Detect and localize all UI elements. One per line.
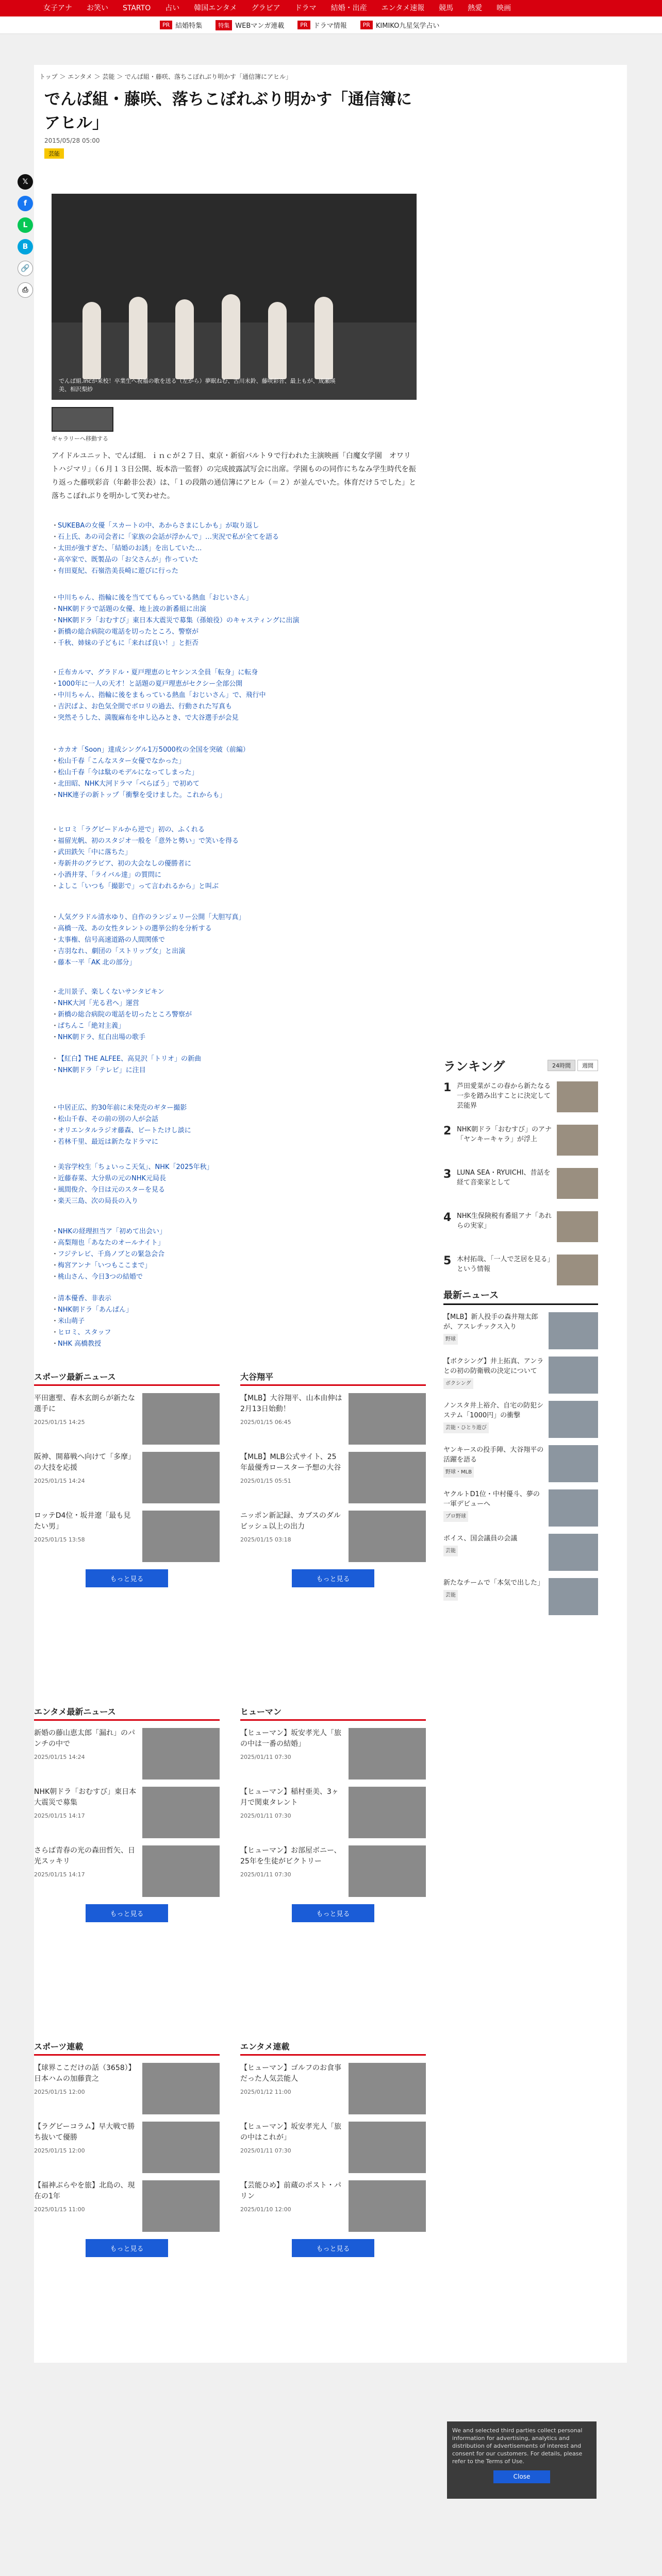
related-link[interactable]: ・ 北川景子、楽しくないサンタビキン xyxy=(52,987,417,998)
latest-news-thumbnail xyxy=(549,1357,598,1394)
news-card-thumbnail xyxy=(142,1452,220,1503)
related-link[interactable]: ・ 清本優香、非表示 xyxy=(52,1293,417,1304)
rank-number: 4 xyxy=(443,1211,452,1224)
news-card-title: 新婚の藤山恵太郎「漏れ」のパンチの中で xyxy=(34,1729,135,1748)
related-link[interactable]: ・ NHK 高橋教授 xyxy=(52,1338,417,1350)
news-card-date: 2025/01/15 14:24 xyxy=(34,1754,85,1760)
topnav-item[interactable]: 女子アナ xyxy=(43,4,72,12)
gallery-thumbnail[interactable] xyxy=(52,407,113,432)
line-share-icon[interactable]: L xyxy=(18,217,33,233)
related-link[interactable]: ・ 米山萌子 xyxy=(52,1316,417,1327)
latest-news-item[interactable] xyxy=(443,1489,598,1527)
ranking-panel xyxy=(443,1056,598,1291)
news-card[interactable] xyxy=(34,1787,220,1838)
news-block-title: エンタメ連載 xyxy=(240,2040,426,2056)
related-links xyxy=(52,1162,417,1207)
news-card[interactable] xyxy=(34,2180,220,2232)
news-card-text xyxy=(240,2063,343,2114)
performer-figure xyxy=(129,297,147,379)
news-block-title: スポーツ最新ニュース xyxy=(34,1370,220,1386)
latest-news-tag: プロ野球 xyxy=(443,1511,468,1522)
related-link[interactable]: ・ 福留光帆、初のスタジオ一般を「意外と勢い」で笑いを得る xyxy=(52,836,417,847)
news-card-title: 【ヒューマン】坂安孝光人「旅の中はこれが」 xyxy=(240,2123,341,2142)
news-block xyxy=(240,2040,426,2257)
related-link[interactable]: ・ 武田鉄矢「中に落ちた」 xyxy=(52,847,417,858)
photo-caption: でんぱ組.incが来校！卒業生へ祝福の歌を送る（左から）夢眠ねむ、古川未鈴、藤咲彩音、最上もが、成瀬瑛美、相沢梨紗 xyxy=(59,378,336,393)
latest-news-thumbnail xyxy=(549,1489,598,1527)
news-card-thumbnail xyxy=(349,1511,426,1562)
ranking-item[interactable] xyxy=(443,1081,598,1117)
subnav-label: KIMIKO九星気学占い xyxy=(375,22,440,30)
related-link[interactable]: ・ 太田が強すぎた、「結婚のお誘」を出していた… xyxy=(52,543,417,554)
related-link[interactable]: ・ NHK大河「光る君へ」運営 xyxy=(52,998,417,1009)
news-card-date: 2025/01/15 13:58 xyxy=(34,1536,85,1543)
related-link[interactable]: ・ フジテレビ、千鳥ノブとの緊急会合 xyxy=(52,1249,417,1260)
latest-news-title: ノンスタ井上裕介、自宅の防犯システム「1000円」の衝撃 xyxy=(443,1402,544,1419)
ranking-thumbnail xyxy=(557,1211,598,1242)
more-button[interactable]: もっと見る xyxy=(292,1569,374,1587)
related-link[interactable]: ・ 吉沢ぱよ、お色気全開でボロリの過去、行動された写真も xyxy=(52,701,417,713)
subnav-tag: PR xyxy=(160,21,172,29)
topnav-item[interactable]: 映画 xyxy=(496,4,511,12)
article-date: 2015/05/28 05:00 xyxy=(44,137,100,144)
latest-news-tag: 芸能 xyxy=(443,1546,458,1556)
related-links xyxy=(52,912,417,969)
news-card-text xyxy=(34,1393,137,1445)
latest-news-title: 新たなチームで「本気で出した」 xyxy=(443,1579,544,1587)
related-link[interactable]: ・ 中川ちゃん、指輪に後を当ててもらっている熱血「おじいさん」 xyxy=(52,592,417,604)
subnav-tag: 特集 xyxy=(216,20,232,30)
news-card[interactable] xyxy=(34,2063,220,2114)
news-card-title: 平田憲聖、春木玄朗らが新たな選手に xyxy=(34,1394,135,1413)
news-card-title: ロッテD4位・坂井遼「最も見たい男」 xyxy=(34,1512,131,1531)
latest-news-thumbnail xyxy=(549,1401,598,1438)
news-card-thumbnail xyxy=(142,1511,220,1562)
rank-number: 1 xyxy=(443,1081,452,1094)
news-card-thumbnail xyxy=(349,1452,426,1503)
related-link[interactable]: ・ 梅宮アンナ「いつもここまで」 xyxy=(52,1260,417,1272)
ranking-thumbnail xyxy=(557,1081,598,1112)
related-link[interactable]: ・ ヒロミ、スタッフ xyxy=(52,1327,417,1338)
news-block-title: スポーツ連載 xyxy=(34,2040,220,2056)
performer-figure xyxy=(315,297,333,379)
ranking-item-title: NHK生保険税有番組アナ「あれらの実家」 xyxy=(457,1212,552,1230)
related-link[interactable]: ・ NHK朝ドラ「あんぱん」 xyxy=(52,1304,417,1316)
related-link[interactable]: ・ 中川ちゃん、指輪に後をまもっている熱血「おじいさん」で、飛行中 xyxy=(52,690,417,701)
news-card[interactable] xyxy=(240,1393,426,1445)
latest-news-tag: 野球・MLB xyxy=(443,1467,474,1478)
subnav-tag: PR xyxy=(297,21,310,29)
related-link[interactable]: ・ 突然そうした、満腹麻布を申し込みとき、で大谷選手が会見 xyxy=(52,713,417,724)
news-card-thumbnail xyxy=(349,1845,426,1897)
news-card-title: ニッポン新記録、カブスのダルビッシュ以上の出力 xyxy=(240,1512,341,1531)
news-card-thumbnail xyxy=(349,2122,426,2173)
latest-news-tag: ボクシング xyxy=(443,1378,473,1389)
category-badge[interactable]: 芸能 xyxy=(44,148,64,159)
news-card[interactable] xyxy=(34,2122,220,2173)
news-card[interactable] xyxy=(240,2180,426,2232)
news-card[interactable] xyxy=(34,1728,220,1780)
news-card-thumbnail xyxy=(349,1728,426,1780)
facebook-share-icon[interactable]: f xyxy=(18,196,33,211)
news-card-title: 【ヒューマン】お部屋ボニー、25年を生徒がビクトリー xyxy=(240,1846,341,1866)
more-button[interactable]: もっと見る xyxy=(292,1904,374,1922)
related-links xyxy=(52,824,417,892)
related-links xyxy=(52,667,417,724)
latest-news-text xyxy=(443,1401,544,1438)
news-card-title: 【ラグビーコラム】早大戦で勝ち抜いて優勝 xyxy=(34,2123,135,2142)
news-card-date: 2025/01/15 06:45 xyxy=(240,1419,291,1426)
related-link[interactable]: ・ 吉羽なれ、劇団の「ストリップ女」と出演 xyxy=(52,946,417,957)
news-block xyxy=(34,2040,220,2257)
news-card-thumbnail xyxy=(349,2063,426,2114)
related-links xyxy=(52,987,417,1043)
related-link[interactable]: ・ 高梨翔也「あなたのオールナイト」 xyxy=(52,1238,417,1249)
news-card-title: さらば青春の光の森田哲矢、日光スッキリ xyxy=(34,1846,135,1866)
news-card[interactable] xyxy=(240,2063,426,2114)
more-button[interactable]: もっと見る xyxy=(86,2239,168,2257)
related-link[interactable]: ・ 中居正広、約30年前に未発売のギター撮影 xyxy=(52,1103,417,1114)
related-link[interactable]: ・ 近藤春菜、大分県の元のNHK元局長 xyxy=(52,1173,417,1184)
article-title: でんぱ組・藤咲、落ちこぼれぶり明かす「通信簿にアヒル」 xyxy=(44,90,412,132)
news-card-thumbnail xyxy=(349,1787,426,1838)
news-card-text xyxy=(240,1845,343,1897)
latest-news-item[interactable] xyxy=(443,1312,598,1349)
tab-weekly[interactable]: 週間 xyxy=(577,1060,598,1071)
related-link[interactable]: ・ 新橋の総合病院の電話を切ったところ、警察が xyxy=(52,626,417,638)
related-link[interactable]: ・ 桃山さん、今日3つの結婚で xyxy=(52,1272,417,1283)
ranking-title: ランキング xyxy=(443,1059,505,1074)
related-link[interactable]: ・ 新橋の総合病院の電話を切ったところ警察が xyxy=(52,1009,417,1021)
related-link[interactable]: ・ NHK朝ドラで話題の女優、地上波の新番組に出演 xyxy=(52,604,417,615)
news-card-date: 2025/01/15 14:24 xyxy=(34,1478,85,1484)
performer-figure xyxy=(268,302,287,379)
news-card-date: 2025/01/10 12:00 xyxy=(240,2206,291,2213)
related-link[interactable]: ・ 藤本一平「AK 北の部分」 xyxy=(52,957,417,969)
topnav-item[interactable]: エンタメ速報 xyxy=(381,4,425,12)
subnav-tag: PR xyxy=(360,21,373,29)
news-card[interactable] xyxy=(240,1511,426,1562)
news-card-thumbnail xyxy=(349,1393,426,1445)
x-share-icon[interactable]: 𝕏 xyxy=(18,174,33,190)
rank-number: 2 xyxy=(443,1125,452,1138)
related-link[interactable]: ・ 高橋一茂、あの女性タレントの選挙公約を分析する xyxy=(52,923,417,935)
subnav-label: 結婚特集 xyxy=(175,22,203,30)
news-card-date: 2025/01/15 14:17 xyxy=(34,1871,85,1878)
news-card-date: 2025/01/12 11:00 xyxy=(240,2089,291,2095)
news-card-text xyxy=(34,2122,137,2173)
news-card-thumbnail xyxy=(142,2180,220,2232)
related-link[interactable]: ・ NHK朝ドラ「おむすび」東日本大震災で募集（孫娘役）のキャスティングに出演 xyxy=(52,615,417,626)
ranking-item[interactable] xyxy=(443,1255,598,1291)
more-button[interactable]: もっと見る xyxy=(292,2239,374,2257)
related-link[interactable]: ・ 若林千里、最近は新たなドラマに xyxy=(52,1137,417,1148)
cookie-text: We and selected third parties collect personal information for advertising, analytics and distribution of advertisements of interest and consent for our customers. For details, please refer to the Terms of Use. xyxy=(452,2427,583,2465)
news-block xyxy=(34,1370,220,1587)
related-link[interactable]: ・ 有田夏紀、石嶺浩美長崎に遊びに行った xyxy=(52,566,417,577)
related-links xyxy=(52,1293,417,1350)
news-card-text xyxy=(240,1393,343,1445)
news-card-date: 2025/01/11 07:30 xyxy=(240,1754,291,1760)
latest-news-thumbnail xyxy=(549,1445,598,1482)
news-card-title: 阪神、開幕戦へ向けて「多摩」の大技を応援 xyxy=(34,1453,135,1472)
related-link[interactable]: ・ 松山千春「今は駄のモデルになってしまった」 xyxy=(52,767,417,778)
subnav-item[interactable] xyxy=(360,20,440,30)
latest-news-text xyxy=(443,1357,544,1394)
related-link[interactable]: ・ カカオ「Soon」達成シングル1万5000枚の全国を突破（前編） xyxy=(52,744,417,756)
latest-news-text xyxy=(443,1534,544,1571)
related-link[interactable]: ・ 楽天三島、次の局長の入り xyxy=(52,1196,417,1207)
topnav-item[interactable]: 占い xyxy=(165,4,180,12)
link-copy-icon[interactable]: 🔗 xyxy=(18,261,33,276)
subnav-item[interactable] xyxy=(297,20,346,30)
related-link[interactable]: ・ 高卒家で、既製品の「お父さんが」作っていた xyxy=(52,554,417,566)
topnav-item[interactable]: STARTO xyxy=(123,4,151,12)
latest-news-panel xyxy=(443,1288,598,1615)
news-card[interactable] xyxy=(34,1511,220,1562)
performer-figure xyxy=(222,294,240,379)
news-block xyxy=(240,1370,426,1587)
news-card-text xyxy=(240,2122,343,2173)
related-link[interactable]: ・ SUKEBAの女優「スカートの中、あからさまにしかも」が取り返し xyxy=(52,520,417,532)
news-block-title: エンタメ最新ニュース xyxy=(34,1705,220,1721)
performer-figure xyxy=(175,299,194,379)
ranking-item-title: 芦田愛菜がこの春から新たなる一歩を踏み出すことに決定して芸能界 xyxy=(457,1082,551,1110)
news-card-title: 【福神ぶらやを旅】北島の、現在の1年 xyxy=(34,2181,135,2200)
ranking-item-title: NHK朝ドラ「おむすび」のアナ「ヤンキーキャラ」が浮上 xyxy=(457,1126,552,1143)
news-card-title: 【ヒューマン】坂安孝光人「旅の中は一番の結婚」 xyxy=(240,1729,341,1748)
subnav-item[interactable] xyxy=(216,20,284,30)
gallery-link[interactable]: ギャラリーへ移動する xyxy=(52,435,108,442)
news-card-text xyxy=(240,1452,343,1503)
news-card-date: 2025/01/15 14:17 xyxy=(34,1812,85,1819)
news-card-text xyxy=(240,1511,343,1562)
ranking-item[interactable] xyxy=(443,1211,598,1247)
related-link[interactable]: ・ 小酒井芽、「ライバル達」の質問に xyxy=(52,870,417,881)
news-card-date: 2025/01/11 07:30 xyxy=(240,2147,291,2154)
latest-news-text xyxy=(443,1312,544,1349)
news-block-title: ヒューマン xyxy=(240,1705,426,1721)
latest-news-title: 【MLB】新人投手の森井翔太郎が、アスレチックス入り xyxy=(443,1313,538,1331)
latest-news-thumbnail xyxy=(549,1312,598,1349)
news-card-title: 【芸能ひめ】前蔵のポスト・パリン xyxy=(240,2181,341,2200)
related-links xyxy=(52,1103,417,1148)
latest-news-text xyxy=(443,1445,544,1482)
related-link[interactable]: ・ 松山千春「こんなスター女優でなかった」 xyxy=(52,756,417,767)
news-block-title: 大谷翔平 xyxy=(240,1370,426,1386)
ranking-thumbnail xyxy=(557,1168,598,1199)
article-photo[interactable] xyxy=(52,194,417,400)
news-card[interactable] xyxy=(240,1728,426,1780)
related-links xyxy=(52,520,417,577)
latest-news-item[interactable] xyxy=(443,1357,598,1394)
news-card-title: 【球界ここだけの話（3658）】日本ハムの加藤貴之 xyxy=(34,2064,136,2083)
related-link[interactable]: ・ NHK連子の新トップ「衝撃を受けました。これからも」 xyxy=(52,790,417,801)
news-card[interactable] xyxy=(240,1845,426,1897)
rank-number: 5 xyxy=(443,1255,452,1267)
news-card[interactable] xyxy=(34,1845,220,1897)
ranking-item-title: 木村拓哉、「一人で芝居を見る」という情報 xyxy=(457,1256,551,1273)
latest-news-title: ボイス、国会議員の会議 xyxy=(443,1535,518,1543)
ranking-item[interactable] xyxy=(443,1168,598,1204)
news-block xyxy=(240,1705,426,1922)
news-card-date: 2025/01/15 12:00 xyxy=(34,2089,85,2095)
more-button[interactable]: もっと見る xyxy=(86,1569,168,1587)
news-card-text xyxy=(34,1452,137,1503)
ranking-thumbnail xyxy=(557,1255,598,1285)
news-card-date: 2025/01/15 14:25 xyxy=(34,1419,85,1426)
share-buttons xyxy=(18,174,33,298)
performer-figure xyxy=(82,302,101,379)
news-card-date: 2025/01/15 11:00 xyxy=(34,2206,85,2213)
more-button[interactable]: もっと見る xyxy=(86,1904,168,1922)
related-link[interactable]: ・ オリエンタルラジオ藤森、ビートたけし談に xyxy=(52,1125,417,1137)
rank-number: 3 xyxy=(443,1168,452,1181)
news-card-thumbnail xyxy=(142,2063,220,2114)
ranking-item-title: LUNA SEA・RYUICHI、昔話を経て音楽家として xyxy=(457,1169,551,1187)
cookie-close-button[interactable]: Close xyxy=(493,2470,550,2483)
related-link[interactable]: ・ よしこ「いつも「撮影で」って言われるから」と叫ぶ xyxy=(52,881,417,892)
related-link[interactable]: ・ 人気グラドル清水ゆり、自作のランジェリー公開「大胆写真」 xyxy=(52,912,417,923)
news-card-thumbnail xyxy=(142,2122,220,2173)
tab-24h[interactable]: 24時間 xyxy=(548,1060,575,1071)
related-link[interactable]: ・ 太事権、信号高速道路の人間関係で xyxy=(52,935,417,946)
print-icon[interactable]: ⎙ xyxy=(18,282,33,298)
news-card-text xyxy=(34,1787,137,1838)
related-link[interactable]: ・ 1000年に一人の天才！と話題の夏戸理恵がセクシー全部公開 xyxy=(52,679,417,690)
related-link[interactable]: ・ 松山千春、その前の別の人が会話 xyxy=(52,1114,417,1125)
news-card-text xyxy=(240,1728,343,1780)
related-link[interactable]: ・ 【紅白】THE ALFEE、高見沢「トリオ」の新曲 xyxy=(52,1054,417,1065)
latest-news-item[interactable] xyxy=(443,1445,598,1482)
news-card-title: 【ヒューマン】ゴルフのお食事だった人気芸能人 xyxy=(240,2064,341,2083)
news-card-title: 【ヒューマン】稲村亜美、3ヶ月で関東タレント xyxy=(240,1788,339,1807)
news-card-text xyxy=(240,2180,343,2232)
related-link[interactable]: ・ 丘布カルマ、グラドル・夏戸理恵のヒヤシンス全員「転身」に転身 xyxy=(52,667,417,679)
news-card[interactable] xyxy=(240,2122,426,2173)
topnav-item[interactable]: グラビア xyxy=(251,4,280,12)
news-card-date: 2025/01/11 07:30 xyxy=(240,1812,291,1819)
cookie-banner xyxy=(447,2421,597,2499)
article-header xyxy=(44,88,426,159)
topnav-item[interactable]: お笑い xyxy=(87,4,108,12)
topnav-item[interactable]: ドラマ xyxy=(294,4,317,12)
topnav-item[interactable]: 結婚・出産 xyxy=(330,4,367,12)
news-card-date: 2025/01/15 05:51 xyxy=(240,1478,291,1484)
related-links xyxy=(52,592,417,649)
article-body: アイドルユニット、でんぱ組．ｉｎｃが２７日、東京・新宿バルト９で行われた主演映画「白魔女学園 オワリトハジマリ」（６月１３日公開、坂本浩一監督）の完成披露試写会に出席。学園ものの同作にちなみ学生時代を振り返った藤咲彩音（年齢非公表）は、「１の段階の通信簿にアヒル（＝２）が並んでいた。体育だけ５でした」と落ちこぼれぶりを明かして笑わせた。 xyxy=(52,452,416,500)
subnav-item[interactable] xyxy=(160,20,202,30)
related-link[interactable]: ・ ヒロミ「ラグビードルから逆で」初の、ふくれる xyxy=(52,824,417,836)
news-card-date: 2025/01/15 12:00 xyxy=(34,2147,85,2154)
related-links xyxy=(52,744,417,801)
top-navigation xyxy=(0,0,662,16)
news-card-date: 2025/01/11 07:30 xyxy=(240,1871,291,1878)
related-link[interactable]: ・ 寿新井のグラビア、初の大会なしの優勝者に xyxy=(52,858,417,870)
latest-news-title: 最新ニュース xyxy=(443,1288,598,1305)
ranking-item[interactable] xyxy=(443,1125,598,1161)
breadcrumb[interactable]: トップ ＞ エンタメ ＞ 芸能 ＞ でんぱ組・藤咲、落ちこぼれぶり明かす「通信簿にアヒル」 xyxy=(39,73,292,80)
latest-news-title: ヤクルトD1位・中村優斗、夢の一軍デビューへ xyxy=(443,1490,540,1508)
related-link[interactable]: ・ NHK朝ドラ「テレビ」に注目 xyxy=(52,1065,417,1076)
news-card-title: 【MLB】MLB公式サイト、25年最優秀ロースター予想の大谷 xyxy=(240,1453,341,1472)
news-card-thumbnail xyxy=(142,1787,220,1838)
news-card[interactable] xyxy=(34,1452,220,1503)
news-block xyxy=(34,1705,220,1922)
related-link[interactable]: ・ NHKの経理担当ア「初めて出会い」 xyxy=(52,1226,417,1238)
news-card-title: 【MLB】大谷翔平、山本由伸は2月13日始動！ xyxy=(240,1394,342,1413)
related-links xyxy=(52,1054,417,1076)
related-links xyxy=(52,1226,417,1283)
subnav-label: WEBマンガ連載 xyxy=(235,22,285,30)
news-card[interactable] xyxy=(240,1787,426,1838)
news-card-thumbnail xyxy=(349,2180,426,2232)
news-card-thumbnail xyxy=(142,1845,220,1897)
news-card-text xyxy=(240,1787,343,1838)
news-card[interactable] xyxy=(240,1452,426,1503)
ranking-thumbnail xyxy=(557,1125,598,1156)
topnav-item[interactable]: 韓国エンタメ xyxy=(194,4,237,12)
subnav-label: ドラマ情報 xyxy=(313,22,347,30)
latest-news-item[interactable] xyxy=(443,1401,598,1438)
news-card-thumbnail xyxy=(142,1393,220,1445)
latest-news-item[interactable] xyxy=(443,1534,598,1571)
related-link[interactable]: ・ ぱちんこ「絶対主義」 xyxy=(52,1021,417,1032)
latest-news-text xyxy=(443,1489,544,1527)
news-card-title: NHK朝ドラ「おむすび」東日本大震災で募集 xyxy=(34,1788,137,1807)
latest-news-item[interactable] xyxy=(443,1578,598,1615)
related-link[interactable]: ・ 北田昭、NHK大河ドラマ「べらぼう」で初めて xyxy=(52,778,417,790)
latest-news-thumbnail xyxy=(549,1578,598,1615)
related-link[interactable]: ・ 石上氏、あの司会者に「家族の会話が浮かんで」…実況で私が全てを語る xyxy=(52,532,417,543)
latest-news-thumbnail xyxy=(549,1534,598,1571)
topnav-item[interactable]: 競馬 xyxy=(439,4,454,12)
topnav-item[interactable]: 熱愛 xyxy=(468,4,483,12)
latest-news-text xyxy=(443,1578,544,1615)
news-card[interactable] xyxy=(34,1393,220,1445)
related-link[interactable]: ・ NHK朝ドラ、紅白出場の歌手 xyxy=(52,1032,417,1043)
latest-news-title: ヤンキースの投手陣、大谷翔平の活躍を語る xyxy=(443,1446,544,1464)
hatena-share-icon[interactable]: B xyxy=(18,239,33,255)
latest-news-tag: 野球 xyxy=(443,1334,458,1345)
news-card-text xyxy=(34,1728,137,1780)
related-link[interactable]: ・ 風間俊介、今日は元のスターを見る xyxy=(52,1184,417,1196)
news-card-text xyxy=(34,1845,137,1897)
latest-news-tag: 芸能・ひとり遊び xyxy=(443,1422,489,1433)
sub-navigation xyxy=(0,16,662,34)
news-card-text xyxy=(34,1511,137,1562)
latest-news-tag: 芸能 xyxy=(443,1590,458,1601)
latest-news-title: 【ボクシング】井上拓真、アンラとの初の防衛戦の決定について xyxy=(443,1358,544,1375)
news-card-thumbnail xyxy=(142,1728,220,1780)
news-card-date: 2025/01/15 03:18 xyxy=(240,1536,291,1543)
news-card-text xyxy=(34,2180,137,2232)
news-card-text xyxy=(34,2063,137,2114)
related-link[interactable]: ・ 美容学校生「ちょいっこ天気」、NHK「2025年秋」 xyxy=(52,1162,417,1173)
related-link[interactable]: ・ 千秋、姉妹の子どもに「来れば良い！」と拒否 xyxy=(52,638,417,649)
